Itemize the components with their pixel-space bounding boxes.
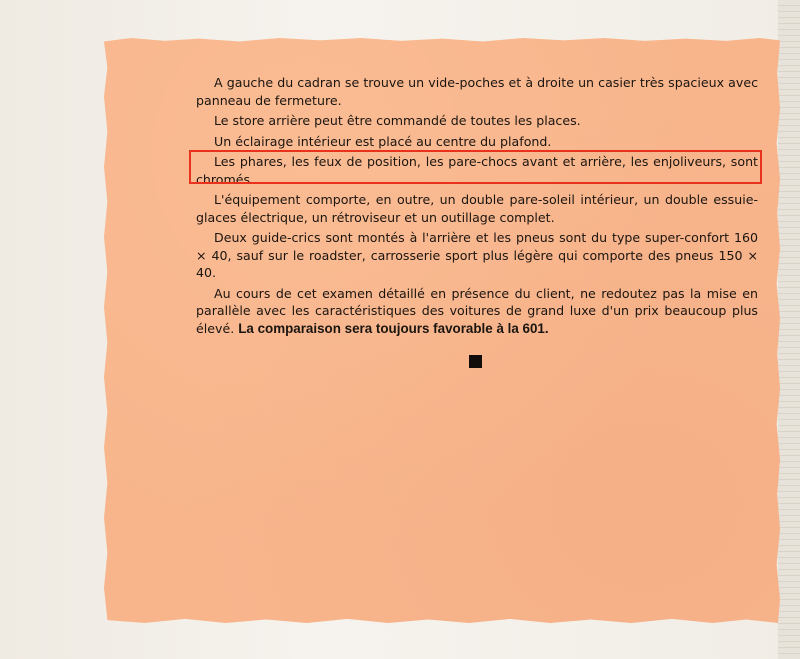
- paragraph-tyres: Deux guide-crics sont montés à l'arrière et les pneus sont du type super-confort 160 × 40, sauf sur le roadster, carrosserie sport plus légère qui comporte des pneus 150 × 40.: [196, 230, 758, 280]
- paragraph-rear-blind: Le store arrière peut être commandé de toutes les places.: [214, 113, 581, 128]
- body-text: [196, 74, 758, 340]
- paragraph-comparison: [196, 285, 758, 338]
- binding-edge: [778, 0, 800, 659]
- paragraph-glovebox: A gauche du cadran se trouve un vide-poches et à droite un casier très spacieux avec panneau de fermeture.: [196, 75, 758, 108]
- end-square-mark: [469, 355, 482, 368]
- paragraph-chrome: Les phares, les feux de position, les pare-chocs avant et arrière, les enjoliveurs, sont chromés.: [196, 154, 758, 187]
- paragraph-interior-light: Un éclairage intérieur est placé au centre du plafond.: [214, 133, 552, 149]
- paragraph-equipment: L'équipement comporte, en outre, un double pare-soleil intérieur, un double essuie-glaces électrique, un rétroviseur et un outillage complet.: [196, 192, 758, 225]
- closing-statement: La comparaison sera toujours favorable à la 601.: [238, 320, 549, 336]
- comparison-text: Au cours de cet examen détaillé en présence du client, ne redoutez pas la mise en parallèle avec les caractéristiques des voitures de grand luxe d'un prix beaucoup plus élevé.: [196, 285, 758, 336]
- highlight-box: [189, 150, 762, 184]
